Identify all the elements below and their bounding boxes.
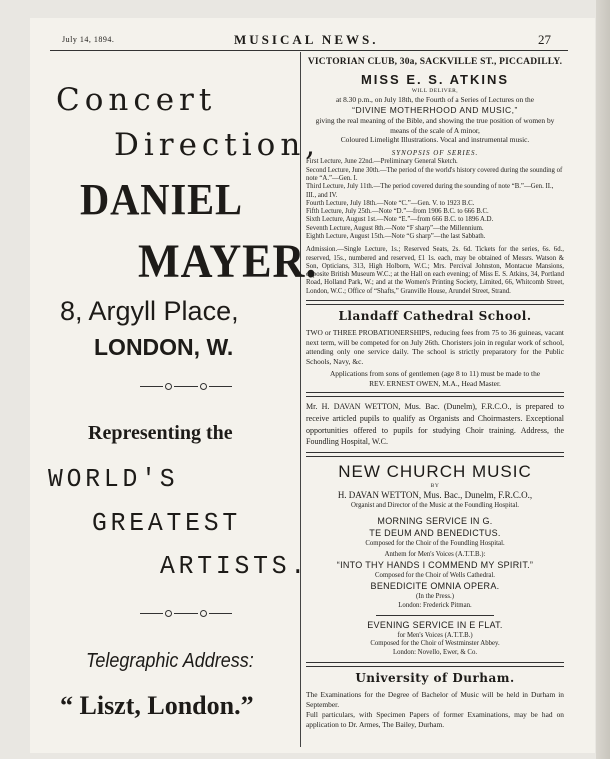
synopsis-title: SYNOPSIS OF SERIES. <box>391 149 479 158</box>
publisher-pitman: London: Frederick Pitman. <box>398 601 472 609</box>
header-date: July 14, 1894. <box>62 35 115 44</box>
name-daniel: DANIEL <box>80 175 243 224</box>
worlds-text: WORLD'S <box>48 464 179 494</box>
page-header <box>0 32 610 48</box>
header-rule <box>50 50 568 51</box>
evening-composed: Composed for the Choir of Westminster Abbey. <box>370 640 500 648</box>
publisher-novello: London: Novello, Ewer, & Co. <box>392 649 478 657</box>
name-mayer: MAYER. <box>138 235 318 288</box>
durham-advertisement <box>306 671 564 729</box>
list-item: Fifth Lecture, July 25th.—Note “D.”—from 1906 B.C. to 666 B.C. <box>306 208 489 216</box>
representing-text: Representing the <box>88 422 233 444</box>
llandaff-applications: Applications from sons of gentlemen (age 8 to 11) must be made to the <box>329 368 541 378</box>
short-rule <box>376 615 494 616</box>
telegraphic-label: Telegraphic Address: <box>86 650 254 672</box>
telegraphic-address: “ Liszt, London.” <box>60 691 254 720</box>
direction-heading: Direction, <box>114 127 321 163</box>
header-title: MUSICAL NEWS. <box>234 32 379 47</box>
section-rule <box>306 452 564 457</box>
venue-heading: VICTORIAN CLUB, 30a, SACKVILLE ST., PICCADILLY. <box>307 57 563 67</box>
concert-heading: Concert <box>56 82 217 118</box>
will-deliver: WILL DELIVER, <box>411 87 459 94</box>
author-name: H. DAVAN WETTON, Mus. Bac., Dunelm, F.R.C.O., <box>337 490 533 501</box>
evening-service: EVENING SERVICE IN E FLAT. <box>367 619 503 630</box>
admission-text: Admission.—Single Lecture, 1s.; Reserved Seats, 2s. 6d. Tickets for the series, 6s. 6d., reserved, 15s., numbered and reserved, £1 1s. each, may be obtained of Messrs. Watson & Son, Opticians, 313, High Holborn, W.C.; Mrs. Percival Johnston, Montacue Mansions, opposite British Museum W.C.; at the Hall on each evening; of Miss E. S. Atkins, 34, Portland Road, Holland Park, W.; and at the Women's Printing Society, Limited, 66, Whitcomb Street, London, W.C.; Office of “Shafts,” Granville House, Arundel Street, Strand. <box>306 246 564 295</box>
address-line-2: LONDON, W. <box>94 334 234 360</box>
address-line-1: 8, Argyll Place, <box>60 296 239 326</box>
wetton-notice: Mr. H. DAVAN WETTON, Mus. Bac. (Dunelm), F.R.C.O., is prepared to receive articled pupils to qualify as Organists and Choirmasters. Exceptional opportunities offered to pupils for studying Choir training. Address, the Foundling Hospital, W.C. <box>306 402 564 447</box>
ornament-divider <box>140 383 232 389</box>
te-deum: TE DEUM AND BENEDICTUS. <box>369 528 501 539</box>
series-title: “DIVINE MOTHERHOOD AND MUSIC,” <box>352 104 518 115</box>
new-church-music-advertisement <box>306 461 564 659</box>
illustrations-note: Coloured Limelight Illustrations. Vocal and instrumental music. <box>340 135 530 145</box>
page-edge <box>596 0 610 759</box>
artists-text: ARTISTS. <box>160 551 309 581</box>
speaker-name: MISS E. S. ATKINS <box>360 71 510 87</box>
new-church-music-title: NEW CHURCH MUSIC <box>338 461 532 481</box>
list-item: Third Lecture, July 11th.—The period covered during the sounding of note “B.”—Gen. II., III., and IV. <box>306 183 554 199</box>
llandaff-body: TWO or THREE PROBATIONERSHIPS, reducing fees from 75 to 36 guineas, vacant next term, will be competed for on July 26th. Choristers join in regular work of school, attending only one service daily. The school is strictly preparatory for the Public Schools, Navy, &c. <box>306 327 564 367</box>
te-deum-note: Composed for the Choir of the Foundling Hospital. <box>365 540 505 548</box>
anthem-composed: Composed for the Choir of Wells Cathedral. <box>375 571 495 579</box>
list-item: Sixth Lecture, August 1st.—Note “E.”—from 666 B.C. to 1896 A.D. <box>306 216 494 224</box>
llandaff-advertisement <box>306 309 564 388</box>
section-rule <box>306 662 564 667</box>
right-column <box>306 56 564 729</box>
anthem-title: “INTO THY HANDS I COMMEND MY SPIRIT.” <box>336 559 534 570</box>
anthem-note: Anthem for Men's Voices (A.T.T.B.): <box>384 551 486 558</box>
durham-body-1: The Examinations for the Degree of Bachelor of Music will be held in Durham in September. <box>306 690 564 709</box>
durham-title: University of Durham. <box>355 671 515 686</box>
greatest-text: GREATEST <box>92 508 241 538</box>
section-rule <box>306 300 564 305</box>
by-text: BY <box>430 483 440 490</box>
in-press: (In the Press.) <box>416 592 454 600</box>
list-item: First Lecture, June 22nd.—Preliminary General Sketch. <box>306 158 458 166</box>
page-number: 27 <box>538 32 551 47</box>
lectures-advertisement <box>306 56 564 296</box>
section-rule <box>306 392 564 397</box>
evening-voices: for Men's Voices (A.T.T.B.) <box>397 631 473 639</box>
list-item: Seventh Lecture, August 8th.—Note “F sharp”—the Millennium. <box>306 224 484 232</box>
list-item: Eighth Lecture, August 15th.—Note “G sharp”—the last Sabbath. <box>306 232 486 240</box>
lecture-intro: at 8.30 p.m., on July 18th, the Fourth of a Series of Lectures on the <box>335 94 535 104</box>
lecture-meaning: giving the real meaning of the Bible, and showing the true position of women by means of the scale of A minor, <box>315 115 555 135</box>
llandaff-title: Llandaff Cathedral School. <box>338 308 532 323</box>
author-role: Organist and Director of the Music at the Foundling Hospital. <box>351 502 519 510</box>
list-item: Fourth Lecture, July 18th.—Note “C.”—Gen. V. to 1923 B.C. <box>306 199 475 207</box>
durham-body-2: Full particulars, with Specimen Papers of former Examinations, may be had on application to Dr. Armes, The Bailey, Durham. <box>306 709 564 729</box>
ornament-divider <box>140 610 232 616</box>
llandaff-contact: REV. ERNEST OWEN, M.A., Head Master. <box>369 378 501 388</box>
list-item: Second Lecture, June 30th.—The period of the world's history covered during the sounding of note “A.”—Gen. I. <box>306 166 563 183</box>
morning-service: MORNING SERVICE IN G. <box>377 516 493 527</box>
synopsis-list <box>306 158 564 241</box>
benedicite: BENEDICITE OMNIA OPERA. <box>370 580 500 591</box>
